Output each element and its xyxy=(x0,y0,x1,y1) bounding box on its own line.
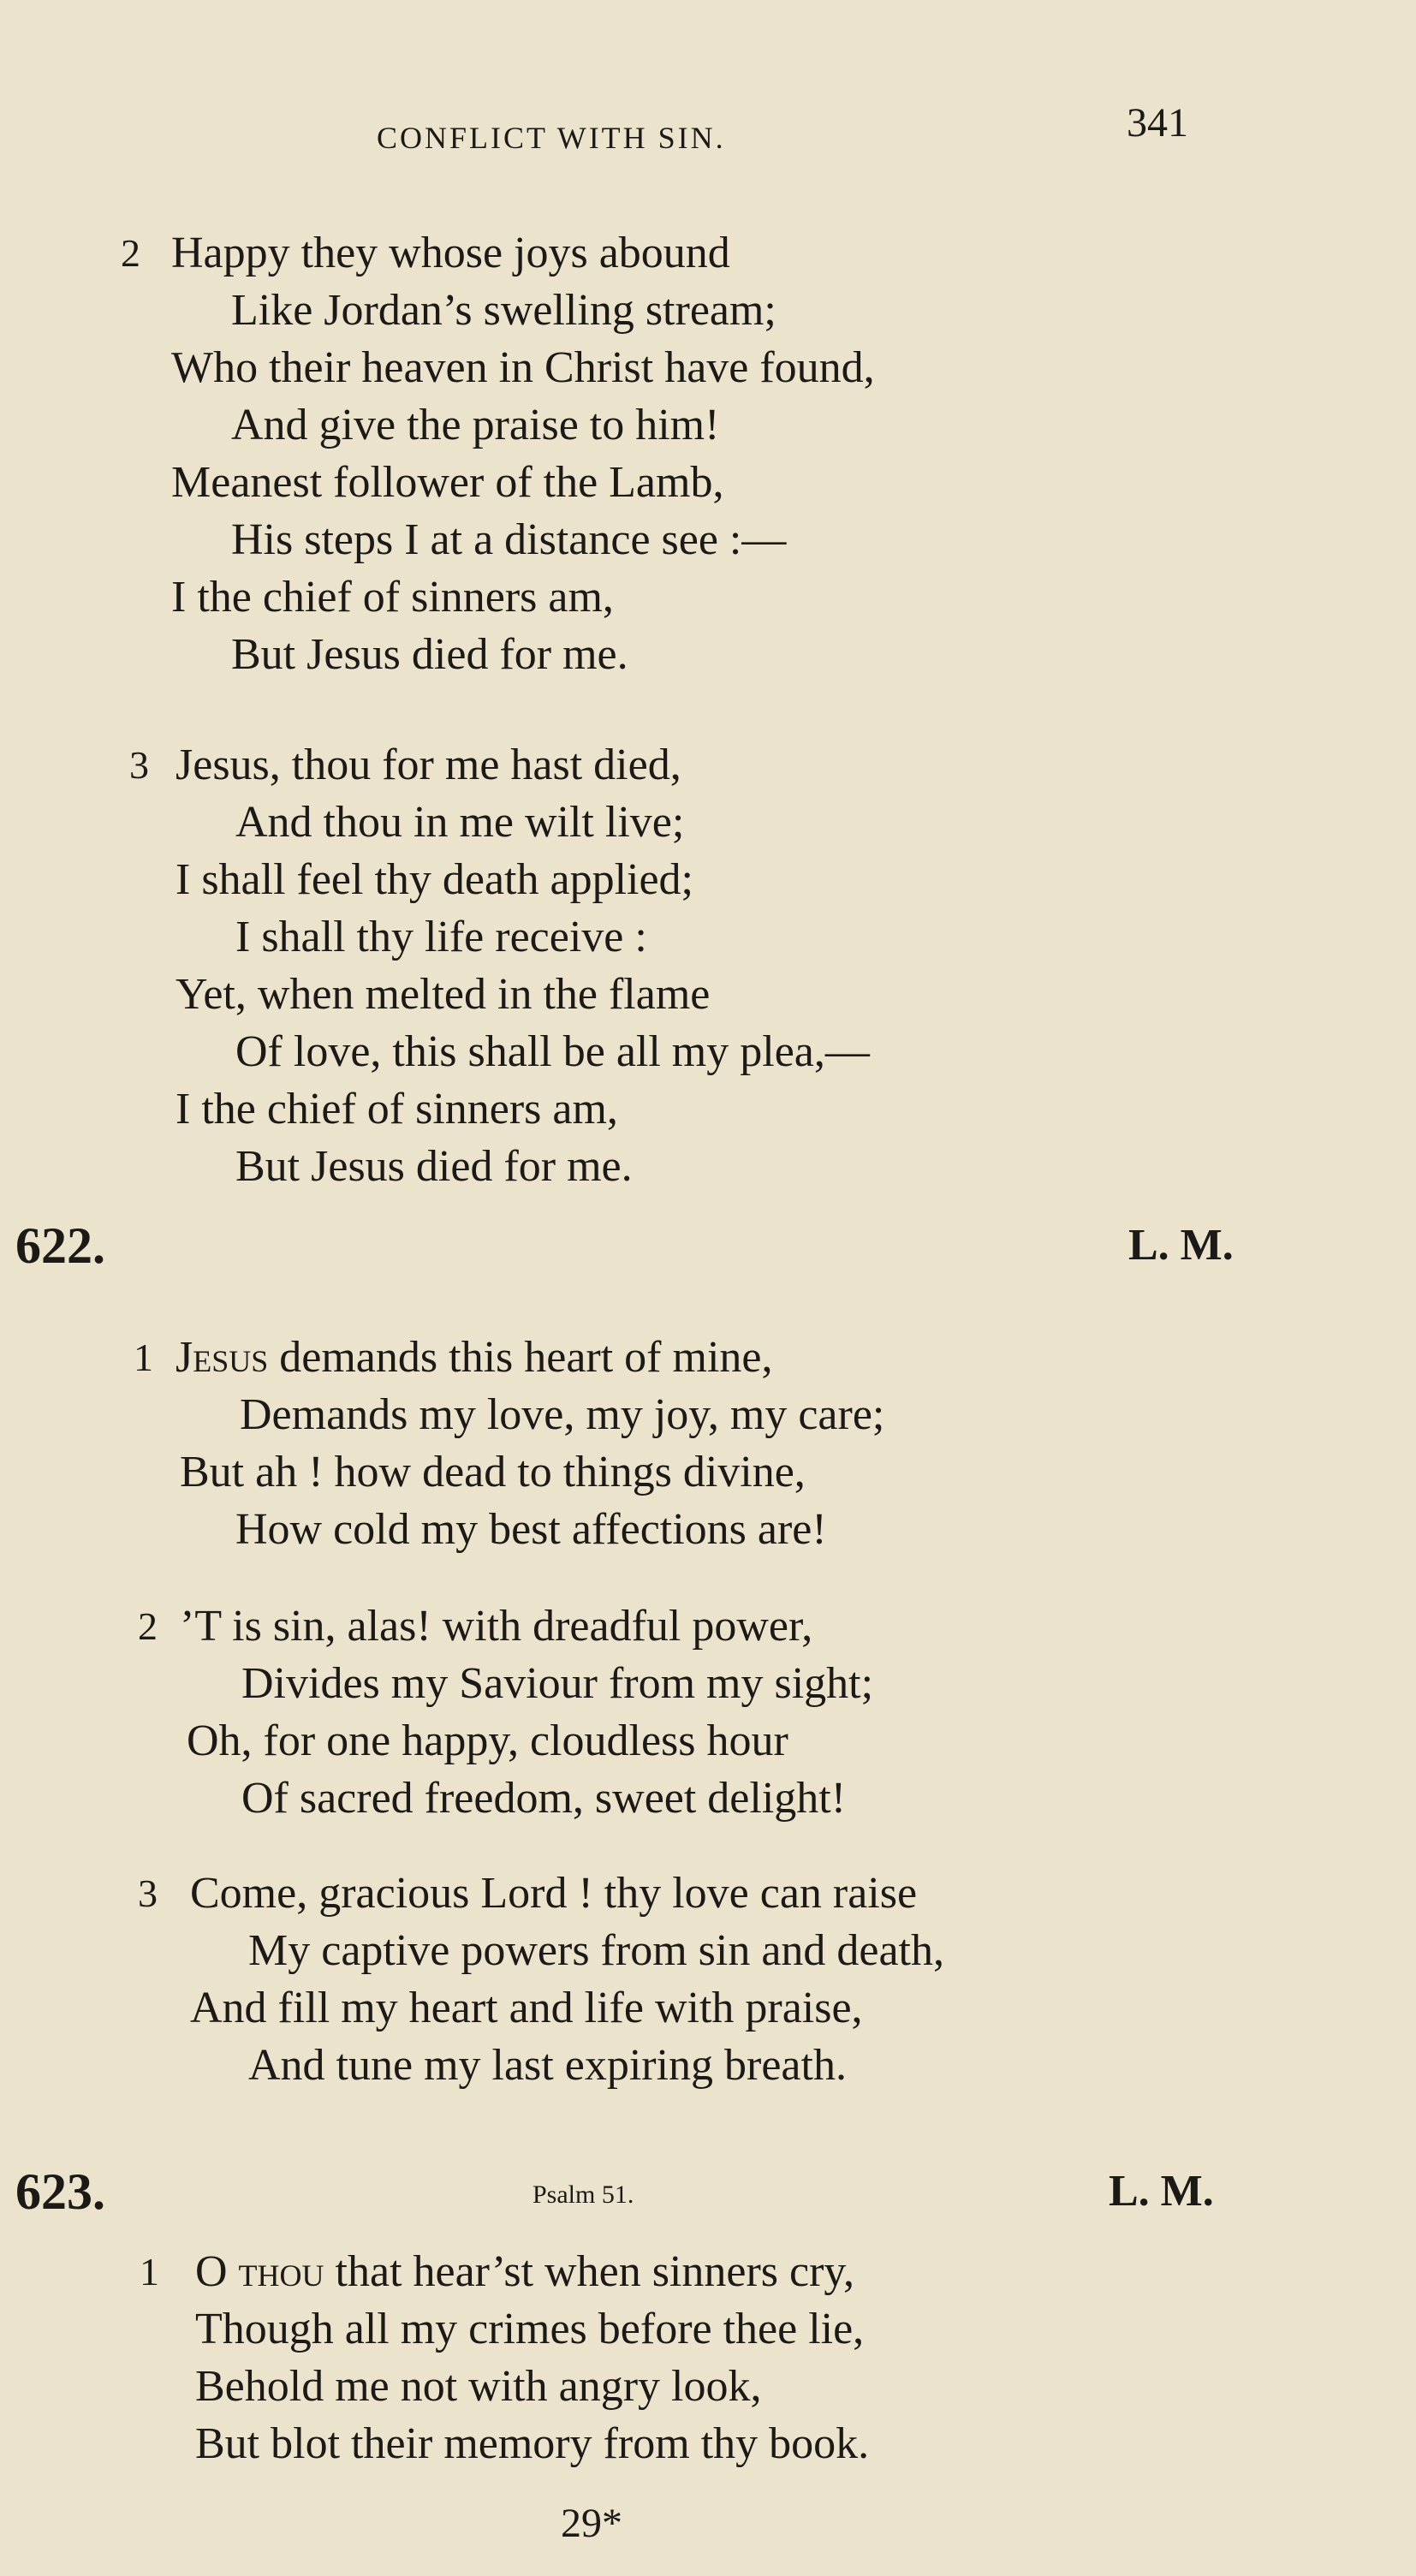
verse-line: 3 Jesus, thou for me hast died, xyxy=(0,736,1416,794)
verse-line: And tune my last expiring breath. xyxy=(248,2041,847,2090)
verse-line: I the chief of sinners am, xyxy=(176,1085,618,1133)
stanza xyxy=(0,224,1416,683)
verse-line: Of love, this shall be all my plea,— xyxy=(235,1027,870,1076)
verse-line: Meanest follower of the Lamb, xyxy=(171,458,724,507)
stanza-number: 1 xyxy=(134,1336,153,1379)
verse-line: I the chief of sinners am, xyxy=(171,573,614,622)
hymn-number: 622. xyxy=(15,1217,105,1274)
verse-line: Divides my Saviour from my sight; xyxy=(241,1659,874,1708)
verse-line: I shall thy life receive : xyxy=(235,913,647,961)
verse-line: But Jesus died for me. xyxy=(235,1142,633,1191)
verse-line: And fill my heart and life with praise, xyxy=(190,1984,863,2032)
stanza xyxy=(0,1865,1416,2094)
verse-line: And thou in me wilt live; xyxy=(235,798,685,847)
verse-line: But ah ! how dead to things divine, xyxy=(180,1448,806,1496)
verse-line: Behold me not with angry look, xyxy=(195,2362,762,2411)
stanza xyxy=(0,736,1416,1195)
stanza-number: 3 xyxy=(138,1871,158,1915)
verse-line: I shall feel thy death applied; xyxy=(176,855,694,904)
verse-line: 1 O thou that hear’st when sinners cry, xyxy=(0,2243,1416,2300)
stanza-number: 3 xyxy=(129,743,149,787)
stanza-number: 1 xyxy=(140,2250,159,2293)
stanza xyxy=(0,1329,1416,1558)
verse-line: Of sacred freedom, sweet delight! xyxy=(241,1774,847,1823)
verse-line: Oh, for one happy, cloudless hour xyxy=(187,1716,788,1765)
verse-line: Like Jordan’s swelling stream; xyxy=(231,286,776,335)
signature-mark: 29* xyxy=(561,2501,622,2546)
initial-word: Jesus xyxy=(176,1333,269,1382)
stanza xyxy=(0,1597,1416,1827)
running-title: CONFLICT WITH SIN. xyxy=(377,121,726,155)
verse-line: My captive powers from sin and death, xyxy=(248,1926,945,1975)
verse-line: Demands my love, my joy, my care; xyxy=(240,1390,885,1439)
verse-line: 3 Come, gracious Lord ! thy love can raise xyxy=(0,1865,1416,1922)
hymn-number: 623. xyxy=(15,2163,105,2220)
verse-line: How cold my best affections are! xyxy=(235,1505,827,1554)
verse-line: 2 ’T is sin, alas! with dreadful power, xyxy=(0,1597,1416,1655)
verse-line: Yet, when melted in the flame xyxy=(176,970,711,1019)
verse-line: His steps I at a distance see :— xyxy=(231,515,787,564)
stanza xyxy=(0,2243,1416,2472)
verse-line: But Jesus died for me. xyxy=(231,630,628,679)
meter-label: L. M. xyxy=(1128,1221,1234,1270)
verse-line: Though all my crimes before thee lie, xyxy=(195,2305,865,2353)
meter-label: L. M. xyxy=(1109,2167,1214,2216)
initial-word: O thou xyxy=(195,2247,324,2296)
verse-line: 1 Jesus demands this heart of mine, xyxy=(0,1329,1416,1386)
hymn-header xyxy=(0,2157,1416,2226)
verse-line: 2 Happy they whose joys abound xyxy=(0,224,1416,282)
verse-line: But blot their memory from thy book. xyxy=(195,2419,870,2468)
verse-line: Who their heaven in Christ have found, xyxy=(171,343,875,392)
page-number: 341 xyxy=(1127,100,1188,146)
verse-line: And give the praise to him! xyxy=(231,401,720,449)
stanza-number: 2 xyxy=(121,231,140,275)
psalm-reference: Psalm 51. xyxy=(532,2180,634,2209)
stanza-number: 2 xyxy=(138,1604,158,1648)
hymn-header xyxy=(0,1211,1416,1280)
